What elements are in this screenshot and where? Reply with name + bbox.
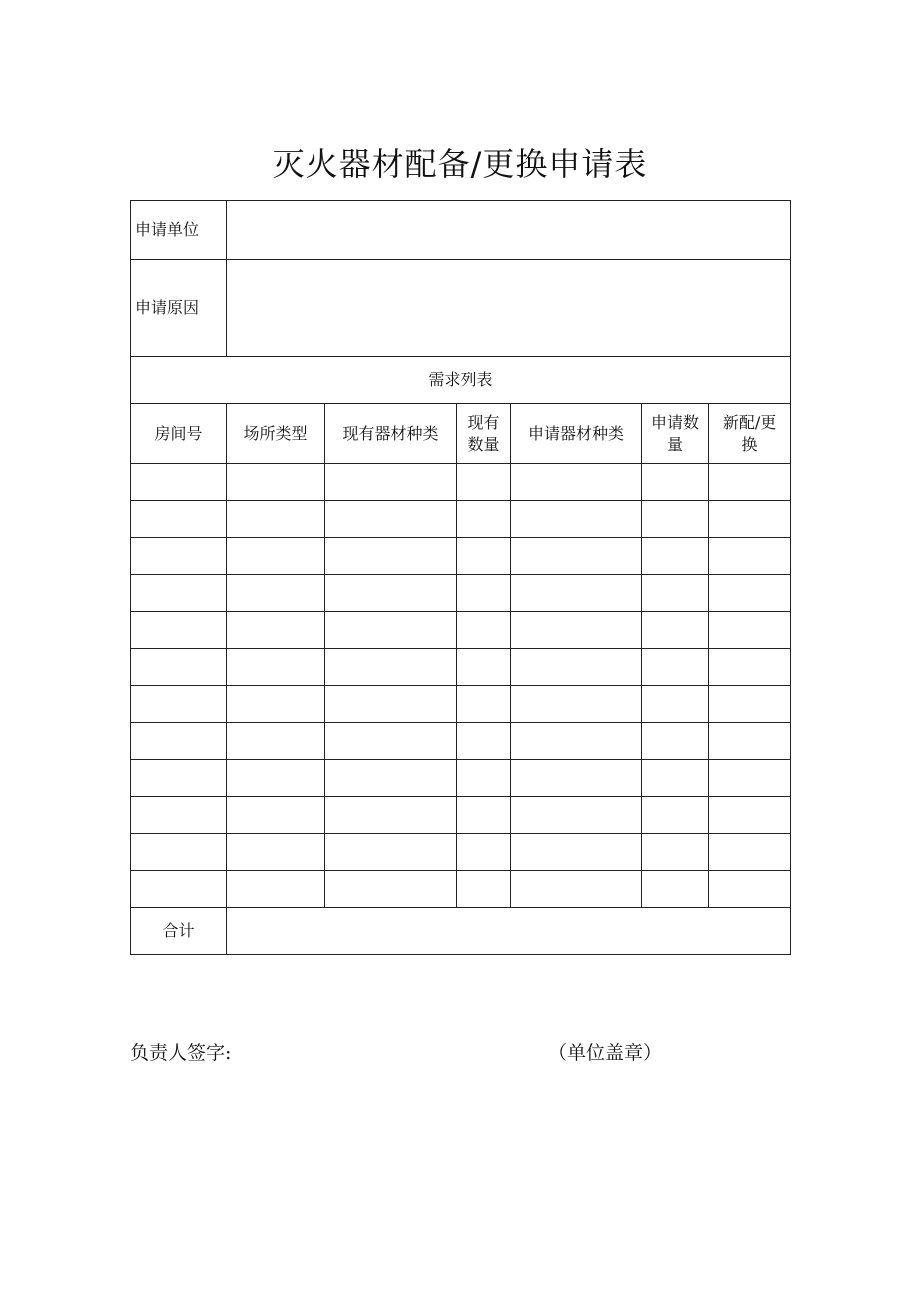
table-cell[interactable] xyxy=(325,464,457,501)
column-header-new-or-replace: 新配/更换 xyxy=(709,404,791,464)
page-title: 灭火器材配备/更换申请表 xyxy=(272,145,648,183)
table-cell[interactable] xyxy=(511,760,642,797)
table-cell[interactable] xyxy=(325,723,457,760)
table-cell[interactable] xyxy=(131,834,227,871)
table-cell[interactable] xyxy=(227,760,325,797)
applicant-unit-field[interactable] xyxy=(227,201,791,260)
total-field[interactable] xyxy=(227,908,791,955)
table-cell[interactable] xyxy=(642,797,709,834)
table-cell[interactable] xyxy=(457,871,511,908)
table-cell[interactable] xyxy=(227,575,325,612)
table-cell[interactable] xyxy=(131,464,227,501)
table-cell[interactable] xyxy=(457,797,511,834)
column-header-room-number: 房间号 xyxy=(131,404,227,464)
total-row xyxy=(131,908,791,955)
table-cell[interactable] xyxy=(457,649,511,686)
table-cell[interactable] xyxy=(709,797,791,834)
table-cell[interactable] xyxy=(227,464,325,501)
table-cell[interactable] xyxy=(642,464,709,501)
table-cell[interactable] xyxy=(511,723,642,760)
table-row xyxy=(131,760,791,797)
table-cell[interactable] xyxy=(227,649,325,686)
application-form-table xyxy=(130,200,791,955)
table-cell[interactable] xyxy=(131,686,227,723)
table-cell[interactable] xyxy=(642,649,709,686)
table-cell[interactable] xyxy=(642,575,709,612)
column-header-row xyxy=(131,404,791,464)
table-cell[interactable] xyxy=(325,501,457,538)
table-cell[interactable] xyxy=(709,538,791,575)
table-row xyxy=(131,464,791,501)
table-cell[interactable] xyxy=(511,871,642,908)
table-row xyxy=(131,538,791,575)
table-cell[interactable] xyxy=(131,760,227,797)
table-row xyxy=(131,649,791,686)
table-cell[interactable] xyxy=(642,871,709,908)
table-cell[interactable] xyxy=(511,575,642,612)
table-cell[interactable] xyxy=(325,834,457,871)
table-cell[interactable] xyxy=(457,464,511,501)
table-cell[interactable] xyxy=(709,760,791,797)
table-cell[interactable] xyxy=(325,797,457,834)
table-cell[interactable] xyxy=(131,538,227,575)
table-cell[interactable] xyxy=(642,686,709,723)
table-cell[interactable] xyxy=(227,612,325,649)
table-cell[interactable] xyxy=(457,612,511,649)
table-cell[interactable] xyxy=(709,871,791,908)
table-cell[interactable] xyxy=(131,501,227,538)
table-cell[interactable] xyxy=(642,760,709,797)
table-cell[interactable] xyxy=(709,834,791,871)
table-cell[interactable] xyxy=(227,501,325,538)
table-cell[interactable] xyxy=(511,538,642,575)
table-row xyxy=(131,723,791,760)
table-cell[interactable] xyxy=(325,649,457,686)
table-cell[interactable] xyxy=(325,575,457,612)
table-cell[interactable] xyxy=(709,464,791,501)
table-cell[interactable] xyxy=(325,612,457,649)
column-header-venue-type: 场所类型 xyxy=(227,404,325,464)
data-rows xyxy=(131,464,791,908)
table-cell[interactable] xyxy=(511,464,642,501)
table-cell[interactable] xyxy=(227,871,325,908)
applicant-unit-label: 申请单位 xyxy=(131,201,227,260)
table-cell[interactable] xyxy=(457,538,511,575)
table-cell[interactable] xyxy=(709,575,791,612)
table-cell[interactable] xyxy=(709,612,791,649)
table-cell[interactable] xyxy=(227,834,325,871)
seal-label: （单位盖章） xyxy=(548,1042,663,1064)
table-cell[interactable] xyxy=(131,612,227,649)
table-cell[interactable] xyxy=(457,575,511,612)
table-cell[interactable] xyxy=(457,501,511,538)
table-row xyxy=(131,871,791,908)
table-cell[interactable] xyxy=(227,686,325,723)
signature-label: 负责人签字: xyxy=(130,1042,232,1064)
column-header-current-quantity: 现有数量 xyxy=(457,404,511,464)
table-cell[interactable] xyxy=(325,686,457,723)
table-cell[interactable] xyxy=(227,538,325,575)
total-label: 合计 xyxy=(131,908,227,955)
column-header-current-equipment-type: 现有器材种类 xyxy=(325,404,457,464)
table-cell[interactable] xyxy=(511,612,642,649)
table-cell[interactable] xyxy=(642,612,709,649)
table-cell[interactable] xyxy=(642,538,709,575)
table-cell[interactable] xyxy=(131,575,227,612)
table-cell[interactable] xyxy=(131,649,227,686)
reason-field[interactable] xyxy=(227,260,791,357)
table-cell[interactable] xyxy=(511,649,642,686)
table-row xyxy=(131,501,791,538)
applicant-unit-row xyxy=(131,201,791,260)
table-cell[interactable] xyxy=(457,686,511,723)
table-row xyxy=(131,834,791,871)
table-cell[interactable] xyxy=(131,797,227,834)
list-title-row xyxy=(131,357,791,404)
table-cell[interactable] xyxy=(709,723,791,760)
table-cell[interactable] xyxy=(642,834,709,871)
table-cell[interactable] xyxy=(227,723,325,760)
column-header-requested-quantity: 申请数量 xyxy=(642,404,709,464)
table-cell[interactable] xyxy=(709,501,791,538)
table-cell[interactable] xyxy=(709,686,791,723)
table-cell[interactable] xyxy=(131,723,227,760)
reason-label: 申请原因 xyxy=(131,260,227,357)
list-title: 需求列表 xyxy=(131,357,791,404)
table-cell[interactable] xyxy=(511,686,642,723)
table-cell[interactable] xyxy=(642,501,709,538)
table-cell[interactable] xyxy=(325,871,457,908)
table-cell[interactable] xyxy=(325,760,457,797)
table-cell[interactable] xyxy=(457,760,511,797)
table-cell[interactable] xyxy=(325,538,457,575)
reason-row xyxy=(131,260,791,357)
table-cell[interactable] xyxy=(457,723,511,760)
table-cell[interactable] xyxy=(131,871,227,908)
table-cell[interactable] xyxy=(457,834,511,871)
table-row xyxy=(131,686,791,723)
table-cell[interactable] xyxy=(511,834,642,871)
table-row xyxy=(131,575,791,612)
table-cell[interactable] xyxy=(227,797,325,834)
column-header-requested-equipment-type: 申请器材种类 xyxy=(511,404,642,464)
table-row xyxy=(131,612,791,649)
table-cell[interactable] xyxy=(642,723,709,760)
table-row xyxy=(131,797,791,834)
table-cell[interactable] xyxy=(709,649,791,686)
table-cell[interactable] xyxy=(511,797,642,834)
table-cell[interactable] xyxy=(511,501,642,538)
